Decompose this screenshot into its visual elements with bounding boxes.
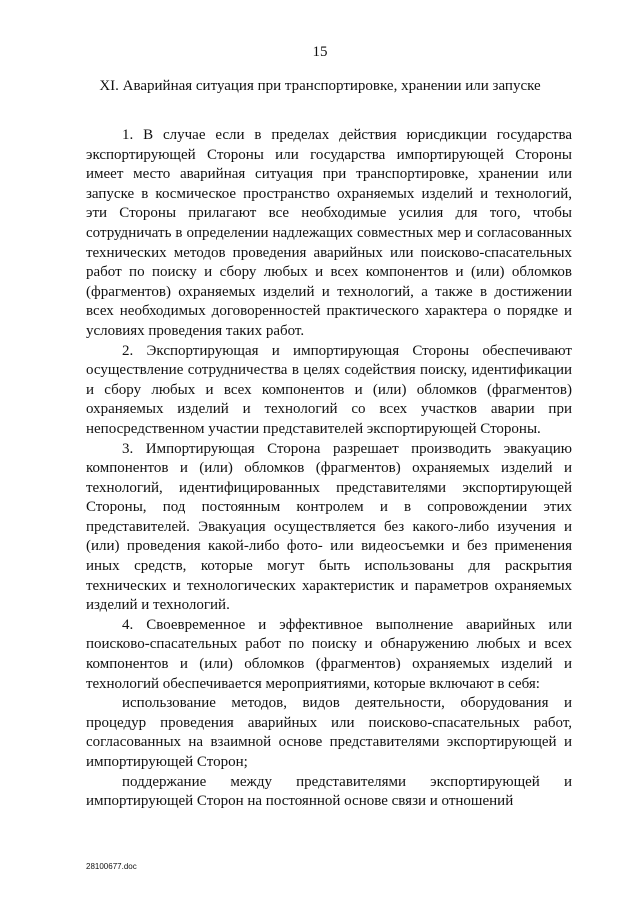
section-title: XI. Аварийная ситуация при транспортировке, хранении или запуске [99,78,541,94]
page-number: 15 [312,44,328,60]
footer-filename: 28100677.doc [86,862,137,871]
paragraph-6: поддержание между представителями экспортирующей и импортирующей Сторон на постоянной основе связи и отношений [86,773,572,810]
paragraph-3: 3. Импортирующая Сторона разрешает производить эвакуацию компонентов и (или) обломков (фрагментов) охраняемых изделий и технологий, идентифицированных представителями экспортирующей Стороны, под постоянным контролем и в сопровождении этих представителей. Эвакуация осуществляется без какого-либо изучения и (или) проведения какой-либо фото- или видеосъемки и без применения иных средств, которые могут быть использованы для раскрытия технических и технологических характеристик и параметров охраняемых изделий и технологий. [86,440,572,614]
paragraph-2: 2. Экспортирующая и импортирующая Стороны обеспечивают осуществление сотрудничества в целях содействия поиску, идентификации и сбору любых и всех компонентов и (или) обломков (фрагментов) охраняемых изделий и технологий со всех участков аварии при непосредственном участии представителей экспортирующей Стороны. [86,342,572,437]
paragraph-5: использование методов, видов деятельности, оборудования и процедур проведения аварийных или поисково-спасательных работ, согласованных на взаимной основе представителями экспортирующей и импортирующей Сторон; [86,695,572,770]
document-body [86,126,572,812]
paragraph-4: 4. Своевременное и эффективное выполнение аварийных или поисково-спасательных работ по поиску и обнаружению любых и всех компонентов и (или) обломков (фрагментов) охраняемых изделий и технологий обеспечивается мероприятиями, которые включают в себя: [86,616,572,692]
paragraph-1: 1. В случае если в пределах действия юрисдикции государства экспортирующей Стороны или государства импортирующей Стороны имеет место аварийная ситуация при транспортировке, хранении или запуске в космическое пространство охраняемых изделий и технологий, эти Стороны прилагают все необходимые усилия для того, чтобы сотрудничать в определении надлежащих совместных мер и согласованных технических методов проведения аварийных или поисково-спасательных работ по поиску и сбору любых и всех компонентов и (или) обломков (фрагментов) охраняемых изделий и технологий, а также в достижении всех необходимых договоренностей практического характера о порядке и условиях проведения таких работ. [86,127,572,339]
